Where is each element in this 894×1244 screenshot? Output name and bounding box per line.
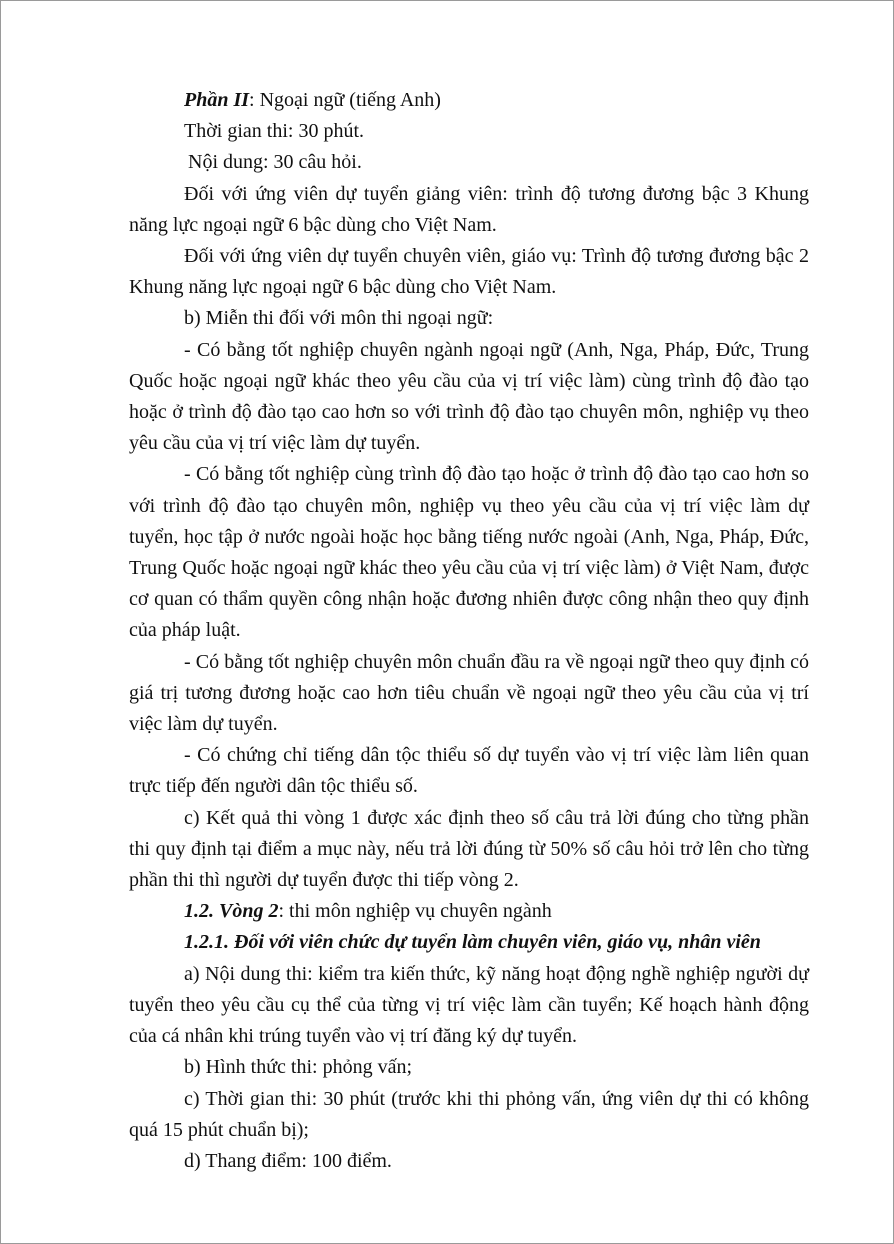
exam-duration-line: Thời gian thi: 30 phút. <box>184 120 365 143</box>
part-2-title: : Ngoại ngữ (tiếng Anh) <box>249 89 441 111</box>
subsection-heading-1-2-1: 1.2.1. Đối với viên chức dự tuyển làm chuyên viên, giáo vụ, nhân viên <box>184 931 761 954</box>
exemption-item-2: - Có bằng tốt nghiệp cùng trình độ đào tạo hoặc ở trình độ đào tạo cao hơn so với trình độ đào tạo chuyên môn, nghiệp vụ theo yêu cầu của vị trí việc làm dự tuyển, học tập ở nước ngoài hoặc học bằng tiếng nước ngoài (Anh, Nga, Pháp, Đức, Trung Quốc hoặc ngoại ngữ khác theo yêu cầu của vị trí việc làm) ở Việt Nam, được cơ quan có thẩm quyền công nhận hoặc đương nhiên được công nhận theo quy định của pháp luật. <box>129 463 809 642</box>
section-heading-part-2 <box>129 85 809 116</box>
document-body <box>129 85 809 1177</box>
exam-content-paragraph: a) Nội dung thi: kiểm tra kiến thức, kỹ năng hoạt động nghề nghiệp người dự tuyển theo yêu cầu cụ thể của từng vị trí việc làm cần tuyển; Kế hoạch hành động của cá nhân khi trúng tuyển vào vị trí đăng ký dự tuyển. <box>129 962 809 1048</box>
exemption-item-1: - Có bằng tốt nghiệp chuyên ngành ngoại ngữ (Anh, Nga, Pháp, Đức, Trung Quốc hoặc ngoại ngữ khác theo yêu cầu của vị trí việc làm) cùng trình độ đào tạo hoặc ở trình độ đào tạo cao hơn so với trình độ đào tạo chuyên môn, nghiệp vụ theo yêu cầu của vị trí việc làm dự tuyển. <box>129 338 809 455</box>
exemption-item-4: - Có chứng chỉ tiếng dân tộc thiểu số dự tuyển vào vị trí việc làm liên quan trực tiếp đến người dân tộc thiểu số. <box>129 744 809 798</box>
exemption-heading: b) Miễn thi đối với môn thi ngoại ngữ: <box>184 307 494 330</box>
exam-format-line: b) Hình thức thi: phỏng vấn; <box>184 1056 413 1079</box>
staff-requirement-paragraph: Đối với ứng viên dự tuyển chuyên viên, giáo vụ: Trình độ tương đương bậc 2 Khung năng lực ngoại ngữ 6 bậc dùng cho Việt Nam. <box>129 245 809 299</box>
exam-content-line: Nội dung: 30 câu hỏi. <box>188 151 362 174</box>
exemption-item-3: - Có bằng tốt nghiệp chuyên môn chuẩn đầu ra về ngoại ngữ theo quy định có giá trị tương đương hoặc cao hơn tiêu chuẩn về ngoại ngữ theo yêu cầu của vị trí việc làm dự tuyển. <box>129 650 809 736</box>
round-2-title: : thi môn nghiệp vụ chuyên ngành <box>278 900 552 923</box>
round-2-heading <box>129 896 809 927</box>
score-scale-line: d) Thang điểm: 100 điểm. <box>184 1149 392 1172</box>
lecturer-requirement-paragraph: Đối với ứng viên dự tuyển giảng viên: trình độ tương đương bậc 3 Khung năng lực ngoại ngữ 6 bậc dùng cho Việt Nam. <box>129 182 809 236</box>
round-2-label: 1.2. Vòng 2 <box>184 900 279 923</box>
exam-time-paragraph: c) Thời gian thi: 30 phút (trước khi thi phỏng vấn, ứng viên dự thi có không quá 15 phút chuẩn bị); <box>129 1087 809 1141</box>
part-2-label: Phần II <box>184 89 250 111</box>
round-1-result-paragraph: c) Kết quả thi vòng 1 được xác định theo số câu trả lời đúng cho từng phần thi quy định tại điểm a mục này, nếu trả lời đúng từ 50% số câu hỏi trở lên cho từng phần thi thì người dự tuyển được thi tiếp vòng 2. <box>129 806 809 892</box>
